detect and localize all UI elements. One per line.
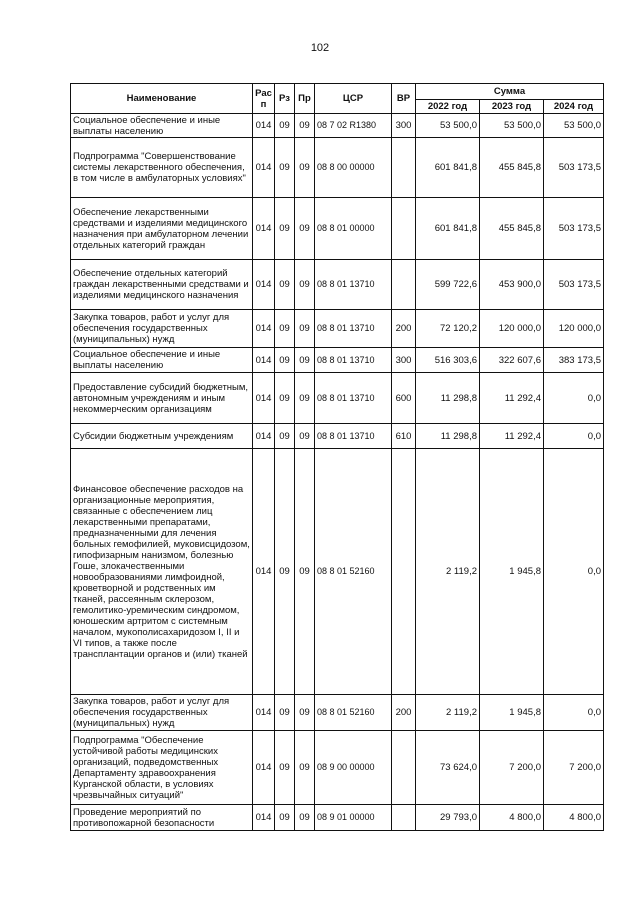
row-pr: 09 <box>295 731 315 805</box>
table-row <box>71 310 604 348</box>
row-rasp: 014 <box>253 138 275 198</box>
row-2024: 120 000,0 <box>544 310 604 348</box>
table-row <box>71 114 604 138</box>
row-2022: 601 841,8 <box>416 138 480 198</box>
row-2022: 2 119,2 <box>416 695 480 731</box>
row-2024: 503 173,5 <box>544 138 604 198</box>
row-rasp: 014 <box>253 373 275 424</box>
header-pr: Пр <box>295 84 315 114</box>
row-csr: 08 8 01 00000 <box>315 198 392 260</box>
row-vr: 610 <box>392 424 416 449</box>
row-vr <box>392 731 416 805</box>
row-pr: 09 <box>295 695 315 731</box>
row-vr <box>392 260 416 310</box>
row-2023: 4 800,0 <box>480 805 544 831</box>
header-rasp: Рас п <box>253 84 275 114</box>
row-name: Закупка товаров, работ и услуг для обеспечения государственных (муниципальных) нужд <box>71 695 253 731</box>
row-rasp: 014 <box>253 805 275 831</box>
row-name: Финансовое обеспечение расходов на организационные мероприятия, связанные с обеспечением лиц лекарственными препаратами, предназначенными для лечения больных гемофилией, муковисцидозом, гипофизарным нанизмом, болезнью Гоше, злокачественными новообразованиями лимфоидной, кроветворной и родственных им тканей, рассеянным склерозом, гемолитико-уремическим синдромом, юношеским артритом с системным началом, мукополисахаридозом I, II и VI типов, а также после трансплантации органов и (или) тканей <box>71 449 253 695</box>
row-2024: 0,0 <box>544 373 604 424</box>
row-vr: 200 <box>392 695 416 731</box>
row-pr: 09 <box>295 138 315 198</box>
row-2024: 4 800,0 <box>544 805 604 831</box>
row-csr: 08 8 00 00000 <box>315 138 392 198</box>
row-rz: 09 <box>275 695 295 731</box>
header-vr: ВР <box>392 84 416 114</box>
row-csr: 08 8 01 13710 <box>315 260 392 310</box>
row-name: Подпрограмма "Совершенствование системы лекарственного обеспечения, в том числе в амбулаторных условиях" <box>71 138 253 198</box>
row-pr: 09 <box>295 805 315 831</box>
table-row <box>71 348 604 373</box>
row-rz: 09 <box>275 260 295 310</box>
row-2022: 601 841,8 <box>416 198 480 260</box>
header-2023: 2023 год <box>480 100 544 114</box>
row-vr <box>392 805 416 831</box>
budget-table <box>70 83 604 831</box>
row-name: Обеспечение лекарственными средствами и изделиями медицинского назначения при амбулаторном лечении отдельных категорий граждан <box>71 198 253 260</box>
table-row <box>71 260 604 310</box>
row-2023: 11 292,4 <box>480 373 544 424</box>
row-2024: 0,0 <box>544 449 604 695</box>
row-2023: 1 945,8 <box>480 695 544 731</box>
row-pr: 09 <box>295 424 315 449</box>
row-name: Социальное обеспечение и иные выплаты населению <box>71 114 253 138</box>
table-body <box>71 114 604 831</box>
table-row <box>71 424 604 449</box>
table-row <box>71 373 604 424</box>
row-2022: 29 793,0 <box>416 805 480 831</box>
row-2024: 53 500,0 <box>544 114 604 138</box>
table-row <box>71 449 604 695</box>
page-number: 102 <box>310 42 330 54</box>
row-2024: 0,0 <box>544 424 604 449</box>
row-rasp: 014 <box>253 731 275 805</box>
row-csr: 08 9 00 00000 <box>315 731 392 805</box>
row-rz: 09 <box>275 138 295 198</box>
row-rasp: 014 <box>253 449 275 695</box>
row-2022: 11 298,8 <box>416 424 480 449</box>
table-header <box>71 84 604 114</box>
row-csr: 08 8 01 13710 <box>315 310 392 348</box>
row-name: Проведение мероприятий по противопожарной безопасности <box>71 805 253 831</box>
row-pr: 09 <box>295 114 315 138</box>
row-2022: 2 119,2 <box>416 449 480 695</box>
table-row <box>71 805 604 831</box>
row-pr: 09 <box>295 373 315 424</box>
row-2024: 0,0 <box>544 695 604 731</box>
row-name: Социальное обеспечение и иные выплаты населению <box>71 348 253 373</box>
row-vr: 600 <box>392 373 416 424</box>
row-rz: 09 <box>275 424 295 449</box>
row-name: Подпрограмма "Обеспечение устойчивой работы медицинских организаций, подведомственных Департаменту здравоохранения Курганской области, в условиях чрезвычайных ситуаций" <box>71 731 253 805</box>
row-rasp: 014 <box>253 198 275 260</box>
row-name: Предоставление субсидий бюджетным, автономным учреждениям и иным некоммерческим организациям <box>71 373 253 424</box>
row-2024: 503 173,5 <box>544 260 604 310</box>
row-name: Закупка товаров, работ и услуг для обеспечения государственных (муниципальных) нужд <box>71 310 253 348</box>
row-2023: 455 845,8 <box>480 198 544 260</box>
row-rasp: 014 <box>253 310 275 348</box>
row-pr: 09 <box>295 260 315 310</box>
row-pr: 09 <box>295 449 315 695</box>
row-2022: 599 722,6 <box>416 260 480 310</box>
row-rz: 09 <box>275 198 295 260</box>
row-2023: 7 200,0 <box>480 731 544 805</box>
row-rz: 09 <box>275 449 295 695</box>
row-csr: 08 8 01 52160 <box>315 449 392 695</box>
row-2023: 455 845,8 <box>480 138 544 198</box>
row-vr <box>392 449 416 695</box>
header-2022: 2022 год <box>416 100 480 114</box>
row-vr <box>392 138 416 198</box>
header-sum: Сумма <box>416 84 604 100</box>
row-vr: 300 <box>392 114 416 138</box>
row-2022: 73 624,0 <box>416 731 480 805</box>
row-rz: 09 <box>275 310 295 348</box>
row-2024: 7 200,0 <box>544 731 604 805</box>
row-rasp: 014 <box>253 424 275 449</box>
header-name: Наименование <box>71 84 253 114</box>
row-2023: 322 607,6 <box>480 348 544 373</box>
row-name: Обеспечение отдельных категорий граждан лекарственными средствами и изделиями медицинского назначения <box>71 260 253 310</box>
table-row <box>71 138 604 198</box>
row-2024: 383 173,5 <box>544 348 604 373</box>
row-2023: 120 000,0 <box>480 310 544 348</box>
row-name: Субсидии бюджетным учреждениям <box>71 424 253 449</box>
row-csr: 08 8 01 52160 <box>315 695 392 731</box>
row-rz: 09 <box>275 731 295 805</box>
table-row <box>71 695 604 731</box>
row-2023: 11 292,4 <box>480 424 544 449</box>
row-csr: 08 9 01 00000 <box>315 805 392 831</box>
row-rasp: 014 <box>253 114 275 138</box>
row-2023: 53 500,0 <box>480 114 544 138</box>
row-pr: 09 <box>295 310 315 348</box>
row-vr <box>392 198 416 260</box>
header-2024: 2024 год <box>544 100 604 114</box>
row-vr: 300 <box>392 348 416 373</box>
row-2022: 72 120,2 <box>416 310 480 348</box>
header-csr: ЦСР <box>315 84 392 114</box>
row-2022: 516 303,6 <box>416 348 480 373</box>
row-pr: 09 <box>295 198 315 260</box>
row-rz: 09 <box>275 114 295 138</box>
row-2022: 53 500,0 <box>416 114 480 138</box>
row-rz: 09 <box>275 805 295 831</box>
row-csr: 08 8 01 13710 <box>315 348 392 373</box>
row-rasp: 014 <box>253 260 275 310</box>
row-rasp: 014 <box>253 348 275 373</box>
row-csr: 08 8 01 13710 <box>315 373 392 424</box>
row-2023: 453 900,0 <box>480 260 544 310</box>
row-rz: 09 <box>275 373 295 424</box>
row-rz: 09 <box>275 348 295 373</box>
row-pr: 09 <box>295 348 315 373</box>
row-csr: 08 7 02 R1380 <box>315 114 392 138</box>
header-rz: Рз <box>275 84 295 114</box>
row-2022: 11 298,8 <box>416 373 480 424</box>
row-csr: 08 8 01 13710 <box>315 424 392 449</box>
table-row <box>71 198 604 260</box>
row-2024: 503 173,5 <box>544 198 604 260</box>
row-2023: 1 945,8 <box>480 449 544 695</box>
row-vr: 200 <box>392 310 416 348</box>
row-rasp: 014 <box>253 695 275 731</box>
table-row <box>71 731 604 805</box>
